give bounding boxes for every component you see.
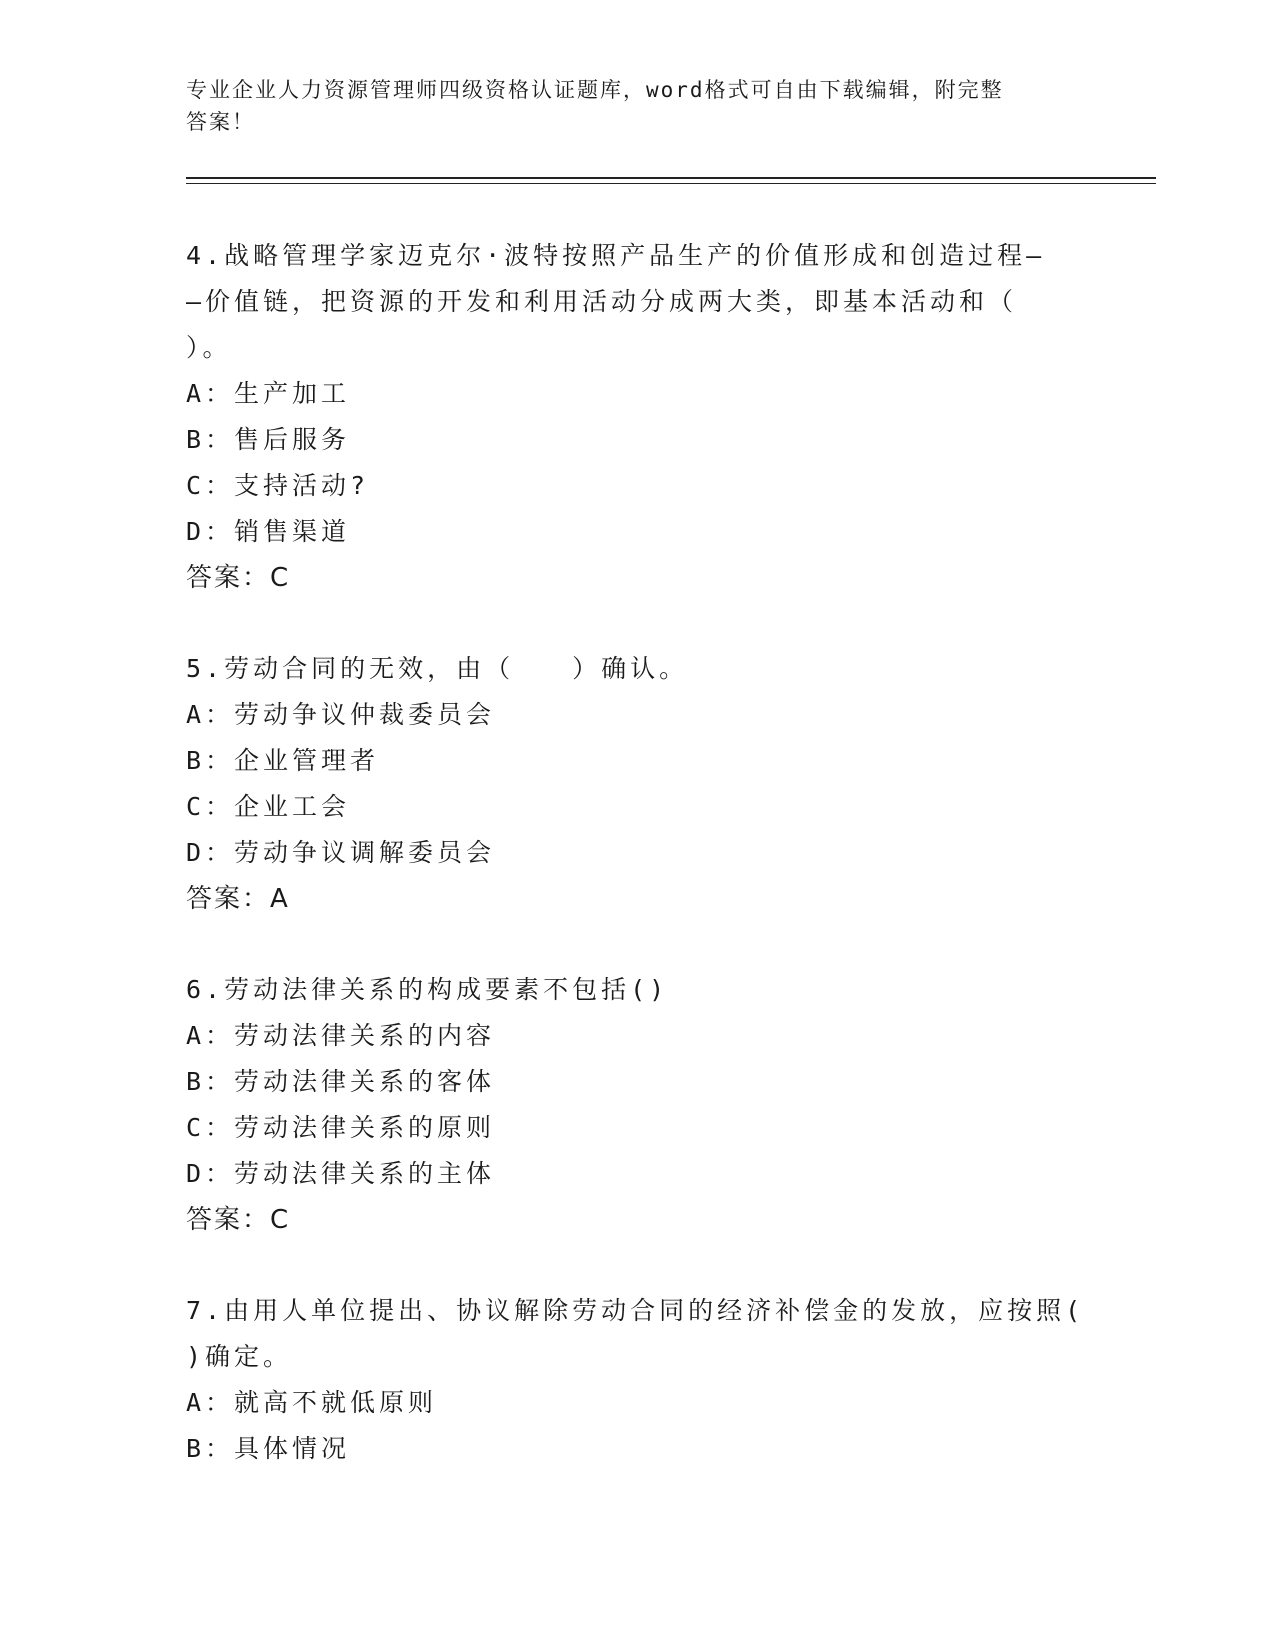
option-b: B：劳动法律关系的客体 <box>186 1067 496 1096</box>
option-a: A：生产加工 <box>186 379 351 408</box>
option-b: B：企业管理者 <box>186 746 380 775</box>
question-7 <box>186 1288 1086 1472</box>
question-stem-line: 4.战略管理学家迈克尔·波特按照产品生产的价值形成和创造过程— <box>186 241 1046 270</box>
option-a: A：劳动争议仲裁委员会 <box>186 700 496 729</box>
option-b: B：具体情况 <box>186 1434 351 1463</box>
option-d: D：劳动争议调解委员会 <box>186 838 496 867</box>
option-a: A：劳动法律关系的内容 <box>186 1021 496 1050</box>
option-d: D：销售渠道 <box>186 517 351 546</box>
option-b: B：售后服务 <box>186 425 351 454</box>
option-c: C：劳动法律关系的原则 <box>186 1113 496 1142</box>
option-c: C：企业工会 <box>186 792 351 821</box>
page-header <box>186 74 1086 138</box>
option-a: A：就高不就低原则 <box>186 1388 438 1417</box>
answer: 答案：C <box>186 563 291 593</box>
question-4 <box>186 233 1086 601</box>
header-divider-thick <box>186 177 1156 179</box>
question-stem-line: ）。 <box>186 333 232 362</box>
question-6 <box>186 967 1086 1243</box>
option-d: D：劳动法律关系的主体 <box>186 1159 496 1188</box>
answer: 答案：A <box>186 884 290 914</box>
header-line-2: 答案！ <box>186 110 255 134</box>
answer: 答案：C <box>186 1205 291 1235</box>
header-divider-thin <box>186 183 1156 184</box>
question-stem-line: 7.由用人单位提出、协议解除劳动合同的经济补偿金的发放，应按照( <box>186 1296 1085 1325</box>
option-c: C：支持活动? <box>186 471 370 500</box>
header-line-1: 专业企业人力资源管理师四级资格认证题库，word格式可自由下载编辑，附完整 <box>186 78 1004 102</box>
question-stem-line: )确定。 <box>186 1342 293 1371</box>
question-list <box>186 233 1086 1517</box>
question-stem-line: 5.劳动合同的无效，由（ ）确认。 <box>186 654 689 683</box>
question-stem-line: 6.劳动法律关系的构成要素不包括() <box>186 975 669 1004</box>
question-5 <box>186 646 1086 922</box>
question-stem-line: —价值链，把资源的开发和利用活动分成两大类，即基本活动和（ <box>186 287 1018 316</box>
